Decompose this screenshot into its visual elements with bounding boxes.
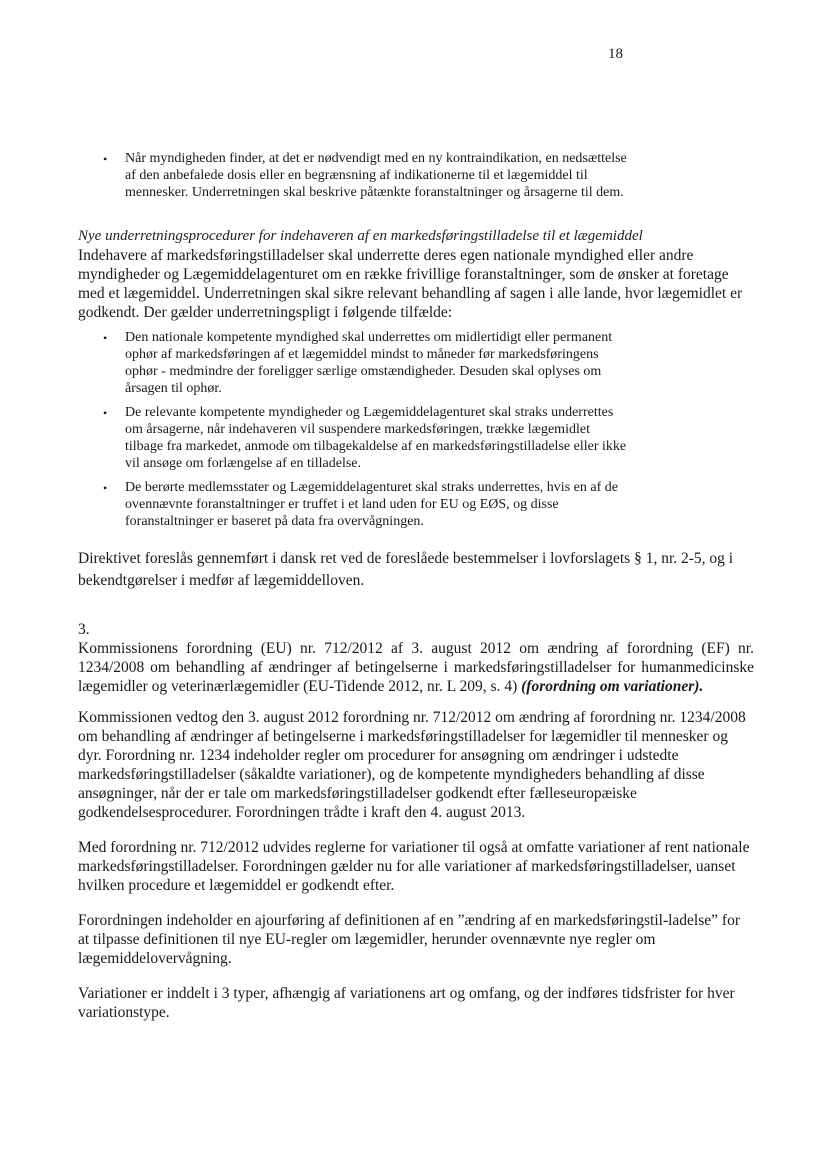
section-3-number: 3.	[78, 621, 90, 638]
notification-section-heading: Nye underretningsprocedurer for indehaveren af en markedsføringstilladelse til et lægemiddel	[78, 228, 643, 244]
notification-bullet-item	[78, 329, 754, 397]
regulation-paragraph-1: Kommissionen vedtog den 3. august 2012 forordning nr. 712/2012 om ændring af forordning nr. 1234/2008 om behandling af ændringer af betingelserne i markedsføringstilladelser for lægemidler til mennesker og dyr. Forordning nr. 1234 indeholder regler om procedurer for ansøgning om ændringer i udstedte markedsføringstilladelser (såkaldte variationer), og de kompetente myndigheders behandling af disse ansøgninger, når der er tale om markedsføringstilladelser godkendt efter fælleseuropæiske godkendelsesprocedurer. Forordningen trådte i kraft den 4. august 2013.	[78, 709, 746, 821]
bullet-icon: •	[103, 481, 108, 495]
intro-bullet-item	[78, 150, 754, 201]
regulation-paragraph-4: Variationer er inddelt i 3 typer, afhængig af variationens art og omfang, og der indføres tidsfrister for hver variationstype.	[78, 985, 735, 1021]
regulation-reference	[78, 639, 754, 696]
notification-intro-paragraph: Indehavere af markedsføringstilladelser skal underrette deres egen nationale myndighed eller andre myndigheder og Lægemiddelagenturet om en række frivillige foranstaltninger, som de ønsker at foretage med et lægemiddel. Underretningen skal sikre relevant behandling af sagen i alle lande, hvor lægemidlet er godkendt. Der gælder underretningspligt i følgende tilfælde:	[78, 247, 743, 321]
implementation-paragraph: Direktivet foreslås gennemført i dansk ret ved de foreslåede bestemmelser i lovforslagets § 1, nr. 2-5, og i bekendtgørelser i medfør af lægemiddelloven.	[78, 550, 734, 589]
page-content	[78, 0, 754, 1022]
notification-bullet-item	[78, 479, 754, 530]
notification-bullet-text: De berørte medlemsstater og Lægemiddelagenturet skal straks underrettes, hvis en af de ovennævnte foranstaltninger er truffet i et land uden for EU og EØS, og disse foranstaltninger er baseret på data fra overvågningen.	[125, 480, 618, 529]
intro-bullet-text: Når myndigheden finder, at det er nødvendigt med en ny kontraindikation, en nedsættelse af den anbefalede dosis eller en begrænsning af indikationerne til et lægemiddel til mennesker. Underretningen skal beskrive påtænkte foranstaltninger og årsagerne til dem.	[125, 151, 627, 200]
page-number: 18	[608, 46, 623, 62]
regulation-paragraph-2: Med forordning nr. 712/2012 udvides reglerne for variationer til også at omfatte variationer af rent nationale markedsføringstilladelser. Forordningen gælder nu for alle variationer af markedsføringstilladelser, uanset hvilken procedure et lægemiddel er godkendt efter.	[78, 839, 750, 894]
regulation-reference-title: Kommissionens forordning (EU) nr. 712/2012 af 3. august 2012 om ændring af forordning (EF) nr. 1234/2008 om behandling af ændringer af betingelserne i markedsføringstilladelser for humanmedicinske lægemidler og veterinærlægemidler (EU-Tidende 2012, nr. L 209, s. 4)	[78, 640, 754, 695]
notification-bullet-list	[78, 329, 754, 530]
notification-bullet-text: De relevante kompetente myndigheder og Lægemiddelagenturet skal straks underrettes om årsagerne, når indehaveren vil suspendere markedsføringen, trække lægemidlet tilbage fra markedet, anmode om tilbagekaldelse af en markedsføringstilladelse eller ikke vil ansøge om forlængelse af en tilladelse.	[125, 405, 627, 471]
bullet-icon: •	[103, 152, 108, 166]
bullet-icon: •	[103, 331, 108, 345]
regulation-paragraph-3: Forordningen indeholder en ajourføring af definitionen af en ”ændring af en markedsføringstil-ladelse” for at tilpasse definitionen til nye EU-regler om lægemidler, herunder ovennævnte nye regler om lægemiddelovervågning.	[78, 912, 740, 967]
notification-bullet-item	[78, 404, 754, 472]
notification-bullet-text: Den nationale kompetente myndighed skal underrettes om midlertidigt eller permanent ophør af markedsføringen af et lægemiddel mindst to måneder før markedsføringens ophør - medmindre der foreligger særlige omstændigheder. Desuden skal oplyses om årsagen til ophør.	[125, 330, 613, 396]
bullet-icon: •	[103, 406, 108, 420]
regulation-reference-short-title: (forordning om variationer).	[521, 678, 704, 695]
